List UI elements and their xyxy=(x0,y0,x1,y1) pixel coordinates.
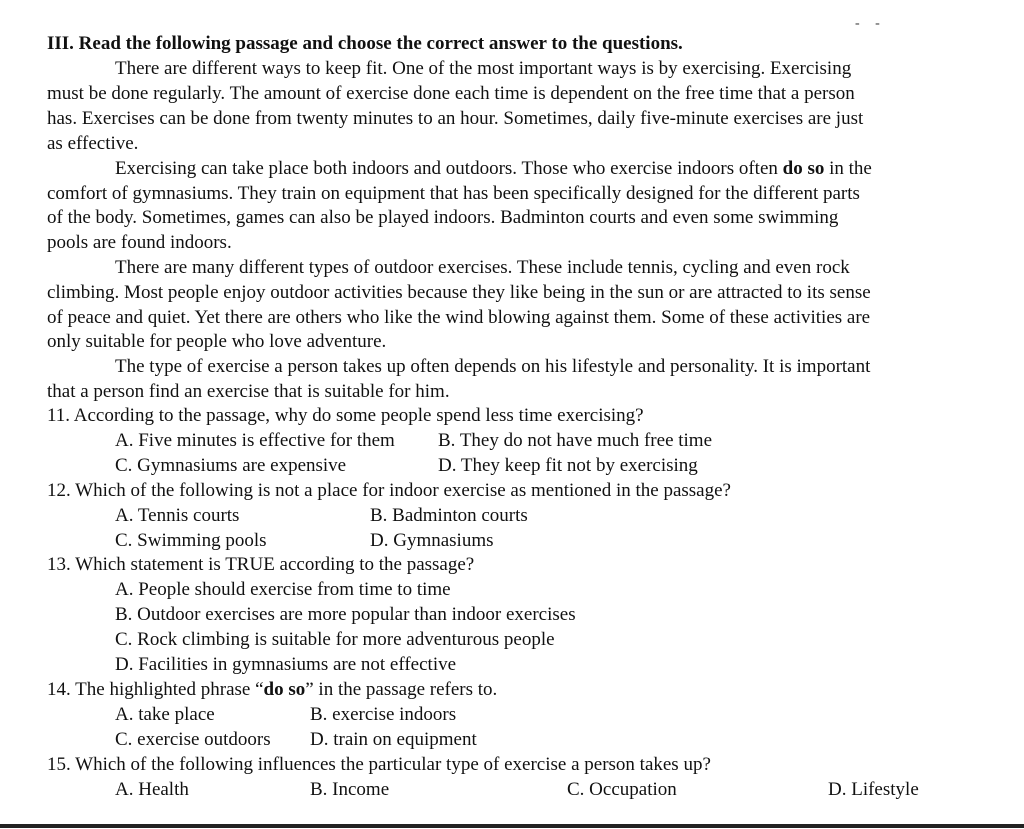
q15-option-a: A. Health xyxy=(115,779,189,800)
question-12: 12. Which of the following is not a place for indoor exercise as mentioned in the passage? xyxy=(47,480,731,501)
q14-stem-end: ” in the passage refers to. xyxy=(305,679,498,700)
highlighted-phrase: do so xyxy=(782,158,825,179)
passage-line: There are many different types of outdoor exercises. These include tennis, cycling and even rock xyxy=(115,257,850,278)
q14-option-a: A. take place xyxy=(115,704,215,725)
passage-line: must be done regularly. The amount of exercise done each time is dependent on the free time that a person xyxy=(47,83,855,104)
corner-mark: - - xyxy=(855,16,886,31)
q12-option-b: B. Badminton courts xyxy=(370,505,528,526)
bottom-border xyxy=(0,824,1024,828)
q12-option-a: A. Tennis courts xyxy=(115,505,240,526)
passage-line: climbing. Most people enjoy outdoor activities because they like being in the sun or are attracted to its sense xyxy=(47,282,871,303)
q14-option-c: C. exercise outdoors xyxy=(115,729,271,750)
question-13: 13. Which statement is TRUE according to the passage? xyxy=(47,554,475,575)
q12-option-d: D. Gymnasiums xyxy=(370,530,494,551)
passage-text: in the xyxy=(829,158,872,179)
q15-option-d: D. Lifestyle xyxy=(828,779,919,800)
q14-option-b: B. exercise indoors xyxy=(310,704,457,725)
passage-line: that a person find an exercise that is suitable for him. xyxy=(47,381,450,402)
passage-text: Exercising can take place both indoors and outdoors. Those who exercise indoors often xyxy=(115,158,778,179)
question-15: 15. Which of the following influences the particular type of exercise a person takes up? xyxy=(47,754,711,775)
passage-line: The type of exercise a person takes up often depends on his lifestyle and personality. It is important xyxy=(115,356,871,377)
passage-line: pools are found indoors. xyxy=(47,232,232,253)
q14-stem-phrase: do so xyxy=(263,679,306,700)
q14-option-d: D. train on equipment xyxy=(310,729,477,750)
passage-line xyxy=(115,157,872,181)
q12-option-c: C. Swimming pools xyxy=(115,530,267,551)
q14-stem-start: 14. The highlighted phrase “ xyxy=(47,679,264,700)
q15-option-c: C. Occupation xyxy=(567,779,677,800)
passage-line: There are different ways to keep fit. One of the most important ways is by exercising. Exercising xyxy=(115,58,852,79)
q13-option-d: D. Facilities in gymnasiums are not effective xyxy=(115,654,457,675)
q11-option-b: B. They do not have much free time xyxy=(438,430,713,451)
question-11: 11. According to the passage, why do some people spend less time exercising? xyxy=(47,405,644,426)
q13-option-a: A. People should exercise from time to time xyxy=(115,579,451,600)
passage-line: only suitable for people who love adventure. xyxy=(47,331,387,352)
passage-line: of the body. Sometimes, games can also be played indoors. Badminton courts and even some swimming xyxy=(47,207,839,228)
q11-option-a: A. Five minutes is effective for them xyxy=(115,430,395,451)
question-14 xyxy=(47,678,497,702)
q13-option-c: C. Rock climbing is suitable for more adventurous people xyxy=(115,629,555,650)
q13-option-b: B. Outdoor exercises are more popular than indoor exercises xyxy=(115,604,576,625)
passage-line: has. Exercises can be done from twenty minutes to an hour. Sometimes, daily five-minute exercises are just xyxy=(47,108,864,129)
passage-line: comfort of gymnasiums. They train on equipment that has been specifically designed for the different parts xyxy=(47,183,860,204)
passage-line: as effective. xyxy=(47,133,139,154)
q11-option-c: C. Gymnasiums are expensive xyxy=(115,455,347,476)
q11-option-d: D. They keep fit not by exercising xyxy=(438,455,698,476)
section-heading: III. Read the following passage and choose the correct answer to the questions. xyxy=(47,33,683,54)
passage-line: of peace and quiet. Yet there are others who like the wind blowing against them. Some of these activities are xyxy=(47,307,871,328)
q15-option-b: B. Income xyxy=(310,779,390,800)
